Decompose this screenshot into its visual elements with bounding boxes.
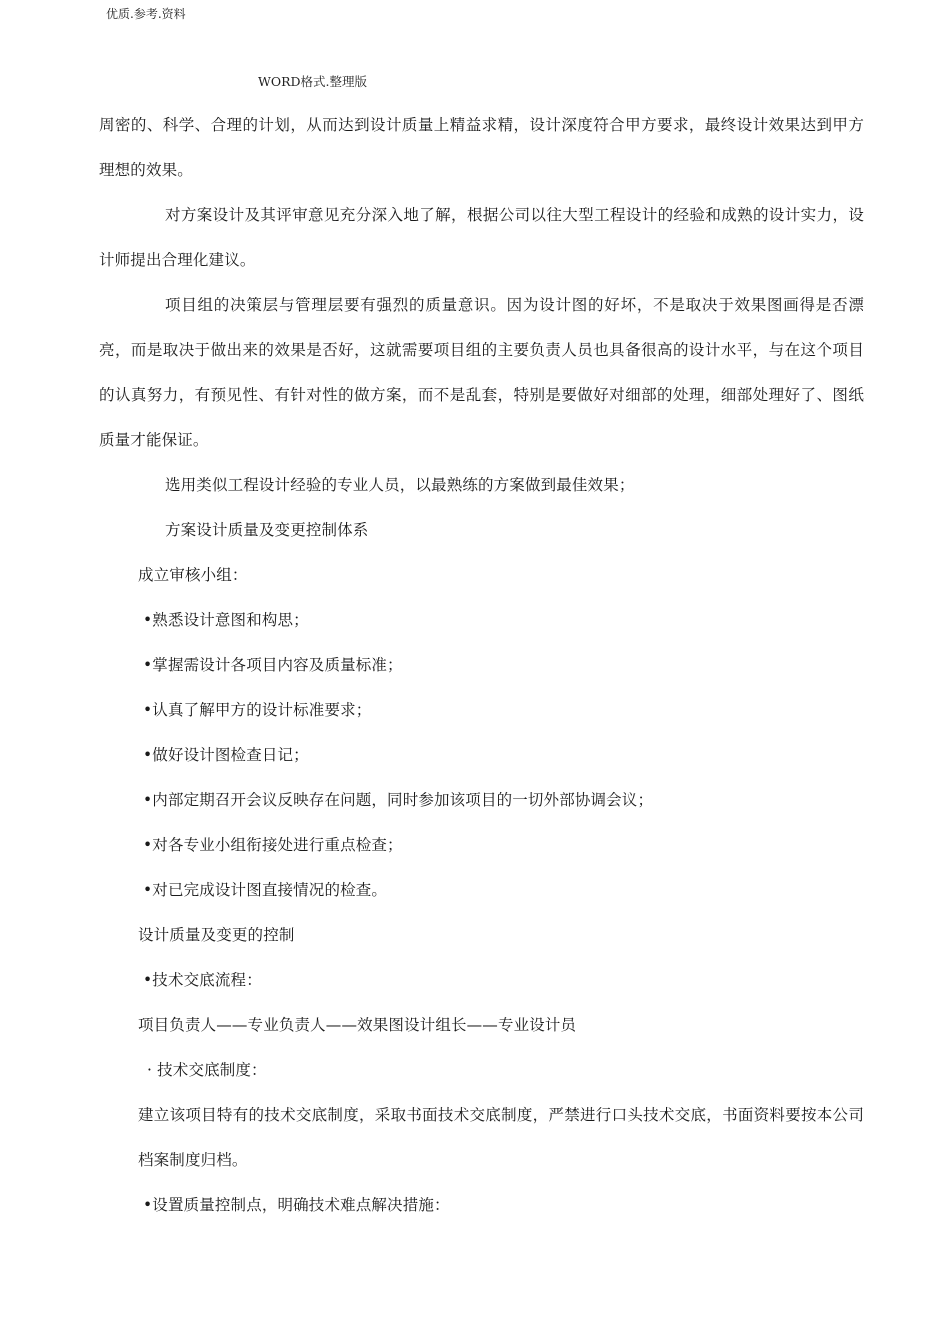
paragraph-disclosure: 建立该项目特有的技术交底制度，采取书面技术交底制度，严禁进行口头技术交底，书面资料要按本公司档案制度归档。 [138, 1106, 864, 1169]
list-item: •设置质量控制点，明确技术难点解决措施： [143, 1196, 450, 1214]
section-heading-control-system: 方案设计质量及变更控制体系 [165, 521, 369, 539]
page-header: WORD格式.整理版 [258, 74, 368, 89]
paragraph-flow: 项目负责人——专业负责人——效果图设计组长——专业设计员 [138, 1016, 577, 1034]
list-item: •做好设计图检查日记； [143, 746, 309, 764]
corner-note: 优质.参考.资料 [106, 7, 186, 21]
subheading-change-control: 设计质量及变更的控制 [138, 926, 295, 944]
list-item: •对已完成设计图直接情况的检查。 [143, 881, 388, 899]
paragraph-quality-awareness: 项目组的决策层与管理层要有强烈的质量意识。因为设计图的好坏，不是取决于效果图画得是否漂亮，而是取决于做出来的效果是否好，这就需要项目组的主要负责人员也具备很高的设计水平，与在这个项目的认真努力，有预见性、有针对性的做方案，而不是乱套，特别是要做好对细部的处理，细部处理好了、图纸质量才能保证。 [99, 296, 864, 449]
list-item: •对各专业小组衔接处进行重点检查； [143, 836, 403, 854]
paragraph-review: 对方案设计及其评审意见充分深入地了解，根据公司以往大型工程设计的经验和成熟的设计实力，设计师提出合理化建议。 [99, 206, 864, 269]
subheading-review-group: 成立审核小组： [138, 566, 248, 584]
paragraph-staff: 选用类似工程设计经验的专业人员，以最熟练的方案做到最佳效果； [165, 476, 635, 494]
document-body [99, 103, 864, 1228]
list-item: •掌握需设计各项目内容及质量标准； [143, 656, 403, 674]
list-item: · 技术交底制度： [147, 1061, 267, 1079]
list-item: •内部定期召开会议反映存在问题，同时参加该项目的一切外部协调会议； [143, 791, 654, 809]
list-item: •熟悉设计意图和构思； [143, 611, 309, 629]
list-item: •认真了解甲方的设计标准要求； [143, 701, 372, 719]
paragraph-plan: 周密的、科学、合理的计划，从而达到设计质量上精益求精，设计深度符合甲方要求，最终设计效果达到甲方理想的效果。 [99, 116, 864, 179]
list-item: •技术交底流程： [143, 971, 262, 989]
